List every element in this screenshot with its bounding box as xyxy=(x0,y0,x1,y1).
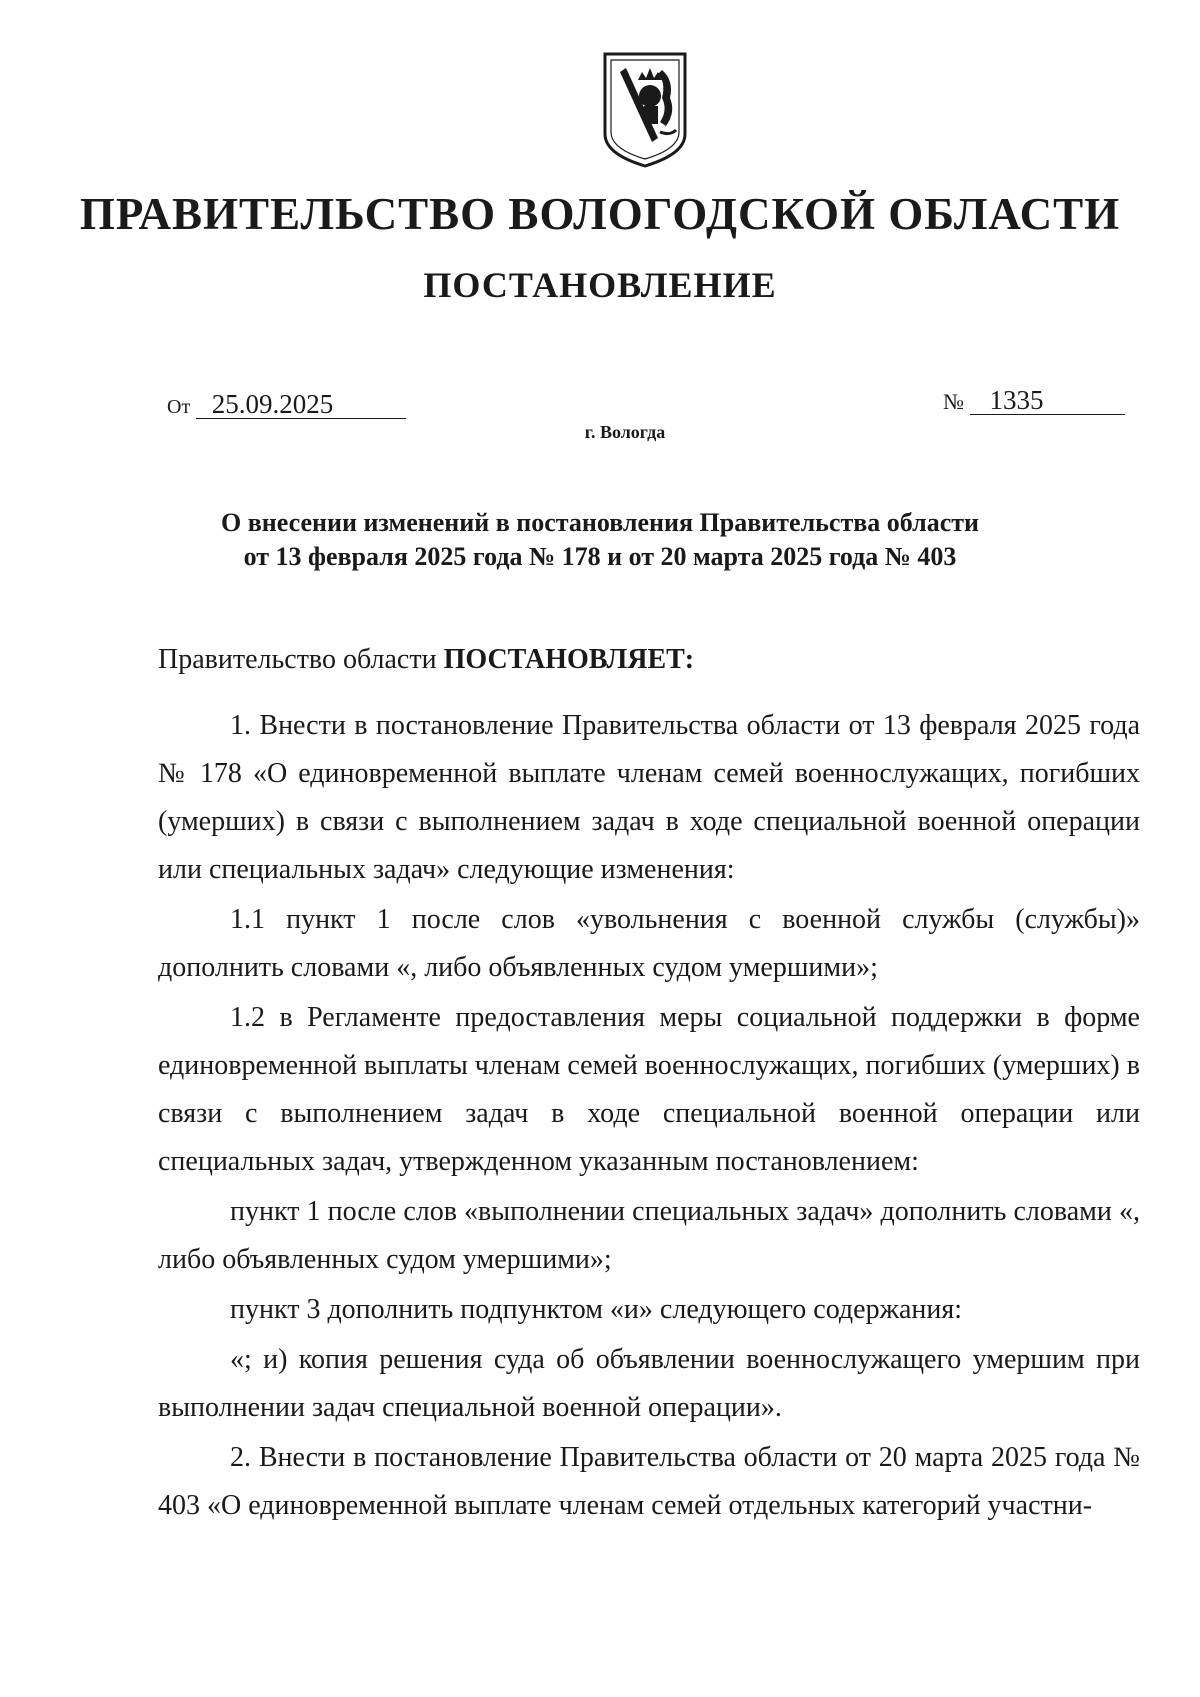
paragraph-subpoint-i: «; и) копия решения суда об объявлении военнослужащего умершим при выполнении задач специальной военной операции». xyxy=(158,1344,1140,1423)
paragraph-2: 2. Внести в постановление Правительства области от 20 марта 2025 года № 403 «О единовременной выплате членам семей отдельных категорий участни- xyxy=(158,1442,1140,1521)
paragraph-point-3: пункт 3 дополнить подпунктом «и» следующего содержания: xyxy=(230,1294,963,1325)
paragraph-1-2: 1.2 в Регламенте предоставления меры социальной поддержки в форме единовременной выплаты членам семей военнослужащих, погибших (умерших) в связи с выполнением задач в ходе специальной военной операции или специальных задач, утвержденном указанным постановлением: xyxy=(158,1002,1140,1177)
document-subject xyxy=(0,506,1200,574)
number-label: № xyxy=(943,389,964,414)
intro-prefix: Правительство области xyxy=(158,644,444,675)
date-value: 25.09.2025 xyxy=(196,390,406,419)
city-name: г. Вологда xyxy=(584,422,666,442)
document-date xyxy=(167,390,406,419)
document-body xyxy=(158,636,1140,1530)
paragraph-1: 1. Внести в постановление Правительства области от 13 февраля 2025 года № 178 «О единовременной выплате членам семей военнослужащих, погибших (умерших) в связи с выполнением задач в ходе специальной военной операции или специальных задач» следующие изменения: xyxy=(158,710,1140,885)
government-name: ПРАВИТЕЛЬСТВО ВОЛОГОДСКОЙ ОБЛАСТИ xyxy=(79,189,1121,239)
date-label: От xyxy=(167,396,191,418)
intro-paragraph xyxy=(158,636,1140,684)
document-type: ПОСТАНОВЛЕНИЕ xyxy=(423,265,777,305)
subject-line-2: от 13 февраля 2025 года № 178 и от 20 марта 2025 года № 403 xyxy=(243,542,957,571)
document-number xyxy=(943,386,1125,415)
subject-line-1: О внесении изменений в постановления Правительства области xyxy=(221,508,979,537)
number-value: 1335 xyxy=(970,386,1125,415)
coat-of-arms-icon xyxy=(600,50,690,170)
intro-bold: ПОСТАНОВЛЯЕТ: xyxy=(443,644,695,675)
paragraph-1-1: 1.1 пункт 1 после слов «увольнения с военной службы (службы)» дополнить словами «, либо объявленных судом умершими»; xyxy=(158,904,1140,983)
paragraph-point-1: пункт 1 после слов «выполнении специальных задач» дополнить словами «, либо объявленных судом умершими»; xyxy=(158,1196,1140,1275)
